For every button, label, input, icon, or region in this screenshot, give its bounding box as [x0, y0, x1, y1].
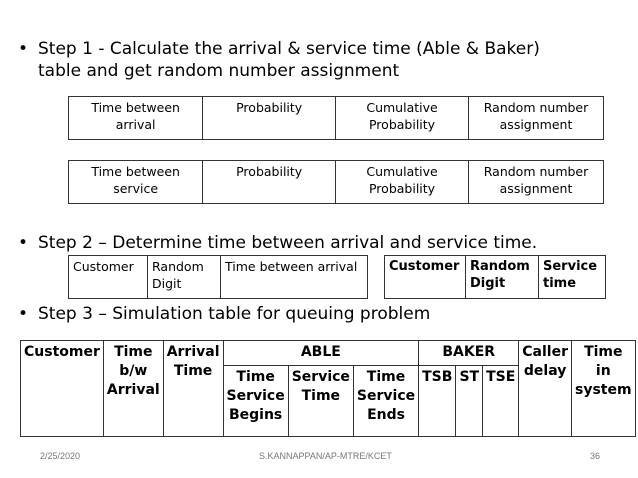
service-col-random: Random number assignment: [469, 161, 604, 204]
sim-col-time-in-system: Time in system: [572, 341, 636, 437]
sim-group-able: ABLE: [223, 341, 419, 366]
footer-date: 2/25/2020: [40, 451, 81, 461]
bullet-icon: •: [18, 304, 29, 324]
bullet-icon: •: [18, 39, 29, 59]
step3-bullet: [18, 303, 431, 325]
bullet-icon: •: [18, 233, 29, 253]
arrival-digit-col-customer: Customer: [69, 256, 148, 299]
sim-col-baker-st: ST: [456, 366, 483, 437]
arrival-col-random: Random number assignment: [469, 97, 604, 140]
service-col-probability: Probability: [203, 161, 336, 204]
service-digit-col-random: Random Digit: [466, 256, 539, 299]
sim-col-arrival-time: Arrival Time: [163, 341, 223, 437]
service-table: [68, 160, 604, 204]
sim-col-able-tsb: Time Service Begins: [223, 366, 288, 437]
sim-col-caller-delay: Caller delay: [519, 341, 572, 437]
arrival-col-cumulative: Cumulative Probability: [336, 97, 469, 140]
sim-col-baker-tsb: TSB: [419, 366, 456, 437]
arrival-col-time: Time between arrival: [69, 97, 203, 140]
service-col-time: Time between service: [69, 161, 203, 204]
sim-col-time-bw-arrival: Time b/w Arrival: [103, 341, 163, 437]
step3-text: Step 3 – Simulation table for queuing problem: [38, 304, 431, 324]
sim-group-baker: BAKER: [419, 341, 519, 366]
sim-col-baker-tse: TSE: [483, 366, 519, 437]
service-digit-col-service: Service time: [539, 256, 606, 299]
service-digit-table: [384, 255, 606, 299]
step2-bullet: [18, 232, 538, 254]
step1-line2: table and get random number assignment: [38, 61, 400, 81]
sim-col-able-st: Service Time: [288, 366, 353, 437]
service-col-cumulative: Cumulative Probability: [336, 161, 469, 204]
sim-col-customer: Customer: [21, 341, 104, 437]
arrival-digit-col-time: Time between arrival: [221, 256, 368, 299]
arrival-digit-col-random: Random Digit: [148, 256, 221, 299]
service-digit-col-customer: Customer: [385, 256, 466, 299]
simulation-table: [20, 340, 636, 437]
step1-line1: Step 1 - Calculate the arrival & service time (Able & Baker): [38, 39, 540, 59]
footer-author: S.KANNAPPAN/AP-MTRE/KCET: [259, 451, 392, 461]
footer-page-number: 36: [590, 451, 601, 461]
sim-col-able-tse: Time Service Ends: [353, 366, 418, 437]
arrival-digit-table: [68, 255, 368, 299]
arrival-table: [68, 96, 604, 140]
step2-text: Step 2 – Determine time between arrival and service time.: [38, 233, 538, 253]
step1-bullet: [18, 38, 540, 82]
arrival-col-probability: Probability: [203, 97, 336, 140]
